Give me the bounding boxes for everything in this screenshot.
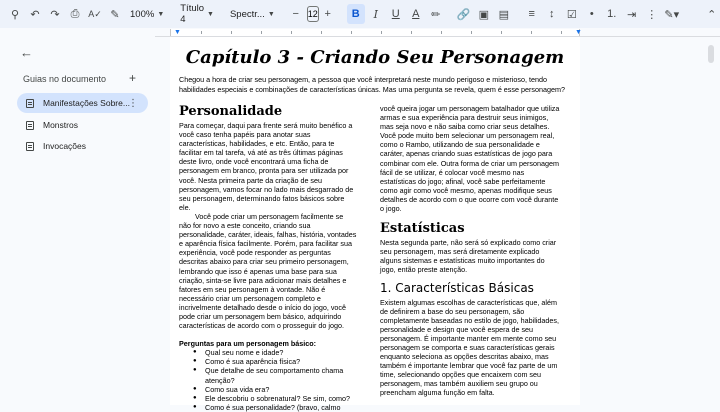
ruler-tick xyxy=(531,31,532,34)
print-icon[interactable]: ⎙ xyxy=(70,7,80,20)
paint-format-icon[interactable]: ✎ xyxy=(110,8,120,21)
outline-title: Guias no documento xyxy=(23,74,107,84)
redo-icon[interactable]: ↷ xyxy=(50,8,60,21)
bulleted-list-icon[interactable]: • xyxy=(589,8,594,20)
search-menus-icon[interactable]: ⚲ xyxy=(10,8,20,21)
toolbar xyxy=(0,0,720,28)
document-title: Capítulo 3 - Criando Seu Personagem xyxy=(185,47,565,68)
paragraph: Para começar, daqui para frente será muito benéfico a você caso tenha papéis para anotar suas características, habilidades, e etc. Então, para te facilitar em tal tarefa, vá até as três últimas páginas deste livro, onde você encontrará uma ficha de personagem em branco, pronta para ser utilizada por você. Nesta primeira parte da criação de seu personagem, vamos focar no lado mais desgarrado de seu personagem, determinando fatos básicos sobre ele. xyxy=(179,121,354,212)
text-color-icon[interactable]: A xyxy=(412,8,420,20)
style-select[interactable] xyxy=(176,4,218,24)
ruler-tick xyxy=(381,31,382,34)
chevron-down-icon: ▼ xyxy=(267,10,275,18)
ruler-tick xyxy=(351,31,352,34)
outline-item-label: Manifestações Sobre... xyxy=(43,98,130,108)
document-outline xyxy=(0,37,155,405)
chevron-down-icon: ▼ xyxy=(207,10,214,18)
link-icon[interactable]: 🔗 xyxy=(456,8,471,21)
ruler-text-area xyxy=(170,29,580,36)
questions-heading: Perguntas para um personagem básico: xyxy=(179,339,317,349)
document-icon xyxy=(26,99,34,108)
outline-item-label: Monstros xyxy=(43,120,78,130)
highlight-icon[interactable]: ✏ xyxy=(431,8,441,21)
indent-icon[interactable]: ⇥ xyxy=(627,8,637,21)
scrollbar-thumb[interactable] xyxy=(708,45,714,63)
numbered-list-icon[interactable]: 1. xyxy=(607,8,617,20)
more-options-icon[interactable]: ⋮ xyxy=(646,8,658,21)
left-column xyxy=(179,103,357,412)
ruler-tick xyxy=(231,31,232,34)
line-spacing-icon[interactable]: ↕ xyxy=(549,8,555,20)
ruler-tick xyxy=(441,31,442,34)
font-select[interactable] xyxy=(226,4,279,24)
bold-icon[interactable]: B xyxy=(347,4,365,24)
list-item: ● Que detalhe de seu comportamento chama atenção? xyxy=(193,366,357,384)
undo-icon[interactable]: ↶ xyxy=(30,8,40,21)
list-item: ● Qual seu nome e idade? xyxy=(193,348,357,357)
outline-item-invocacoes[interactable] xyxy=(17,136,148,156)
document-page[interactable] xyxy=(170,37,580,412)
spellcheck-icon[interactable]: A✓ xyxy=(88,8,102,19)
ruler-tick xyxy=(291,31,292,34)
chevron-down-icon: ▼ xyxy=(157,10,165,18)
questions-list xyxy=(193,348,357,412)
list-item: ● Como sua vida era? xyxy=(193,385,357,394)
indent-marker-icon[interactable]: ▼ xyxy=(174,29,181,36)
back-arrow-icon[interactable]: ← xyxy=(20,45,33,60)
underline-icon[interactable]: U xyxy=(391,8,400,20)
more-options-icon[interactable]: ⋮ xyxy=(128,97,138,109)
ruler-tick xyxy=(261,31,262,34)
italic-icon[interactable]: I xyxy=(373,7,378,21)
checklist-icon[interactable]: ☑ xyxy=(566,8,577,21)
ruler[interactable] xyxy=(155,28,720,37)
ruler-tick xyxy=(501,31,502,34)
font-size-input[interactable]: 12 xyxy=(307,6,319,22)
align-icon[interactable]: ≡ xyxy=(528,8,535,20)
style-value: Título 4 xyxy=(180,3,205,25)
heading-personalidade: Personalidade xyxy=(179,104,283,119)
paragraph: Nesta segunda parte, não será só explicado como criar seu personagem, mas será diretamente explicado alguns sistemas e estatísticas muito importantes do jogo, então preste atenção. xyxy=(380,238,557,275)
intro-paragraph: Chegou a hora de criar seu personagem, a pessoa que você interpretará neste mundo perigoso e misterioso, tendo habilidades especiais e combinações de características únicas. Mas uma pergunta se revela, quem é esse personagem? xyxy=(179,75,565,94)
outline-item-manifestacoes[interactable] xyxy=(17,93,148,113)
comment-icon[interactable]: ▣ xyxy=(478,8,489,21)
font-value: Spectr... xyxy=(229,8,265,20)
list-item: ● Como é sua personalidade? (bravo, calmo xyxy=(193,403,357,412)
add-tab-icon[interactable]: + xyxy=(129,71,137,85)
document-icon xyxy=(26,142,34,151)
right-column xyxy=(380,104,562,398)
image-icon[interactable]: ▤ xyxy=(498,8,509,21)
right-indent-marker-icon[interactable]: ▼ xyxy=(575,29,582,36)
zoom-value: 100% xyxy=(130,8,155,20)
ruler-tick xyxy=(411,31,412,34)
zoom-select[interactable] xyxy=(126,4,168,24)
outline-item-label: Invocações xyxy=(43,141,86,151)
document-icon xyxy=(26,121,34,130)
heading-estatisticas: Estatísticas xyxy=(380,221,465,237)
outline-item-monstros[interactable] xyxy=(17,115,148,135)
list-item: ● Como é sua aparência física? xyxy=(193,357,357,366)
ruler-tick xyxy=(561,31,562,34)
paragraph: Existem algumas escolhas de características que, além de definirem a base do seu personagem, são completamente baseadas no estilo de jogo, habilidades, personalidade e design que você espera de seu personagem. É importante manter em mente como seu personagem se comporta e suas características gerais enquanto seleciona as opções descritas abaixo, mas também é importante lembrar que você faz parte de um time, selecionando opções que encaixem com seu personagem, mas também auxiliem seu grupo ou preencham alguma função em falta. xyxy=(380,297,560,398)
ruler-tick xyxy=(201,31,202,34)
editing-mode-icon[interactable]: ✎▾ xyxy=(664,8,680,21)
paragraph: você queira jogar um personagem batalhador que utiliza armas e sua experiência para destruir seus inimigos, mas seja novo e não saiba como criar seus detalhes. Você pode muito bem selecionar um personagem real, como o Rambo, utilizando de sua personalidade e caráter, apenas criando suas estatísticas de jogo para combinar com ele. Outra forma de criar um personagem fácil de se utilizar, é colocar você mesmo nas estatísticas do jogo; afinal, você sabe perfeitamente como agir como você mesmo, apenas modifique seus detalhes de acordo com o que ocorre com você durante o jogo. xyxy=(380,104,560,214)
ruler-tick xyxy=(471,31,472,34)
increase-font-size-icon[interactable]: + xyxy=(324,8,331,20)
list-item: ● Ele descobriu o sobrenatural? Se sim, como? xyxy=(193,394,357,403)
decrease-font-size-icon[interactable]: − xyxy=(292,8,299,20)
paragraph: Você pode criar um personagem facilmente se não for novo a este conceito, criando sua personalidade, caráter, ideais, falhas, história, vontades e aparência física facilmente. Porém, para facilitar sua experiência, você pode responder as perguntas descritas abaixo para criar seu primeiro personagem, lembrando que isso é apenas uma base para sua criação, sinta-se livre para adicionar mais detalhes e fatores em seu personagem à vontade. Não é necessário criar um personagem completo e incrivelmente detalhado desde o início do jogo, você pode criar um personagem bem básico, adquirindo características de acordo com o prosseguir do jogo. xyxy=(179,211,357,331)
ruler-tick xyxy=(321,31,322,34)
heading-caracteristicas-basicas: 1. Características Básicas xyxy=(380,280,534,295)
collapse-menu-icon[interactable]: ⌃ xyxy=(707,8,717,21)
